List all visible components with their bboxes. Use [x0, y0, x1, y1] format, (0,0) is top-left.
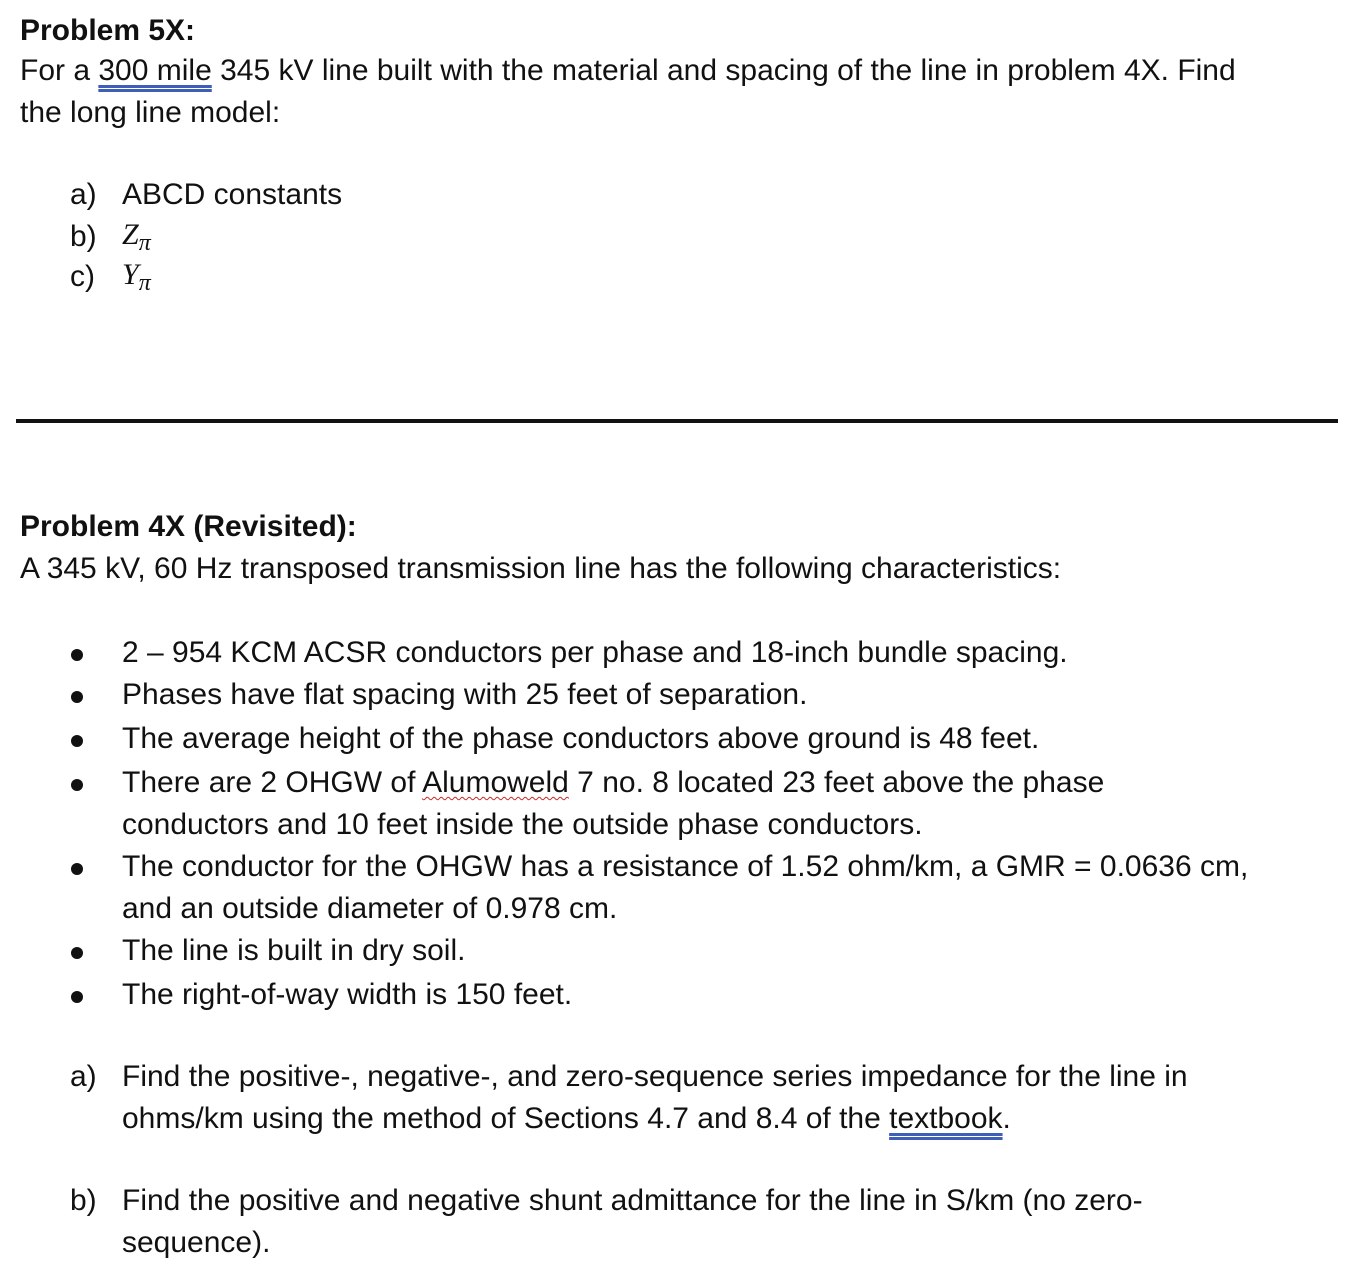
bullet-text-5-line2: and an outside diameter of 0.978 cm.: [122, 892, 618, 925]
bullet-icon: [71, 649, 83, 661]
z-pi-symbol: [122, 217, 151, 261]
question-a-line1: Find the positive-, negative-, and zero-sequence series impedance for the line in: [122, 1060, 1188, 1093]
bullet-text-3: The average height of the phase conductors above ground is 48 feet.: [122, 722, 1040, 755]
question-a-label: a): [70, 1060, 97, 1093]
problem-4x-title: Problem 4X (Revisited):: [20, 510, 357, 543]
question-a-line2: [122, 1101, 1011, 1137]
part-b-label: b): [70, 220, 97, 253]
intro-suffix: 345 kV line built with the material and spacing of the line in problem 4X. Find: [211, 54, 1236, 87]
bullet-text-1: 2 – 954 KCM ACSR conductors per phase and 18-inch bundle spacing.: [122, 636, 1068, 669]
part-a-text: ABCD constants: [122, 178, 343, 211]
y-symbol: Y: [122, 258, 139, 291]
bullet-text-4-line2: conductors and 10 feet inside the outside phase conductors.: [122, 808, 923, 841]
problem-5x-intro-line1: [20, 53, 1236, 89]
question-b-line2: sequence).: [122, 1226, 271, 1259]
problem-5x-intro-line2: the long line model:: [20, 96, 281, 129]
problem-4x-intro: A 345 kV, 60 Hz transposed transmission line has the following characteristics:: [20, 552, 1062, 585]
textbook-link[interactable]: textbook: [889, 1102, 1003, 1135]
problem-5x-title: Problem 5X:: [20, 14, 196, 47]
question-b-label: b): [70, 1184, 97, 1217]
bullet-text-7: The right-of-way width is 150 feet.: [122, 978, 573, 1011]
bullet-icon: [71, 691, 83, 703]
bullet-icon: [71, 947, 83, 959]
bullet-4-suffix: 7 no. 8 located 23 feet above the phase: [568, 766, 1105, 799]
part-a-label: a): [70, 178, 97, 211]
bullet-text-6: The line is built in dry soil.: [122, 934, 466, 967]
bullet-icon: [71, 991, 83, 1003]
bullet-text-4-line1: [122, 765, 1104, 801]
bullet-text-5-line1: The conductor for the OHGW has a resistance of 1.52 ohm/km, a GMR = 0.0636 cm,: [122, 850, 1249, 883]
question-a-suffix: .: [1002, 1102, 1011, 1135]
y-pi-symbol: [122, 257, 151, 301]
bullet-icon: [71, 779, 83, 791]
pi-subscript: π: [138, 230, 151, 256]
distance-underlined-text: 300 mile: [98, 54, 212, 87]
bullet-icon: [71, 863, 83, 875]
bullet-icon: [71, 735, 83, 747]
spellcheck-flagged-word[interactable]: Alumoweld: [422, 766, 569, 799]
z-symbol: Z: [122, 218, 139, 251]
pi-subscript: π: [138, 270, 151, 296]
part-c-label: c): [70, 260, 95, 293]
question-a-prefix: ohms/km using the method of Sections 4.7 and 8.4 of the: [122, 1102, 890, 1135]
bullet-text-2: Phases have flat spacing with 25 feet of separation.: [122, 678, 808, 711]
section-divider: [16, 419, 1338, 423]
intro-prefix: For a: [20, 54, 99, 87]
bullet-4-prefix: There are 2 OHGW of: [122, 766, 423, 799]
question-b-line1: Find the positive and negative shunt admittance for the line in S/km (no zero-: [122, 1184, 1143, 1217]
